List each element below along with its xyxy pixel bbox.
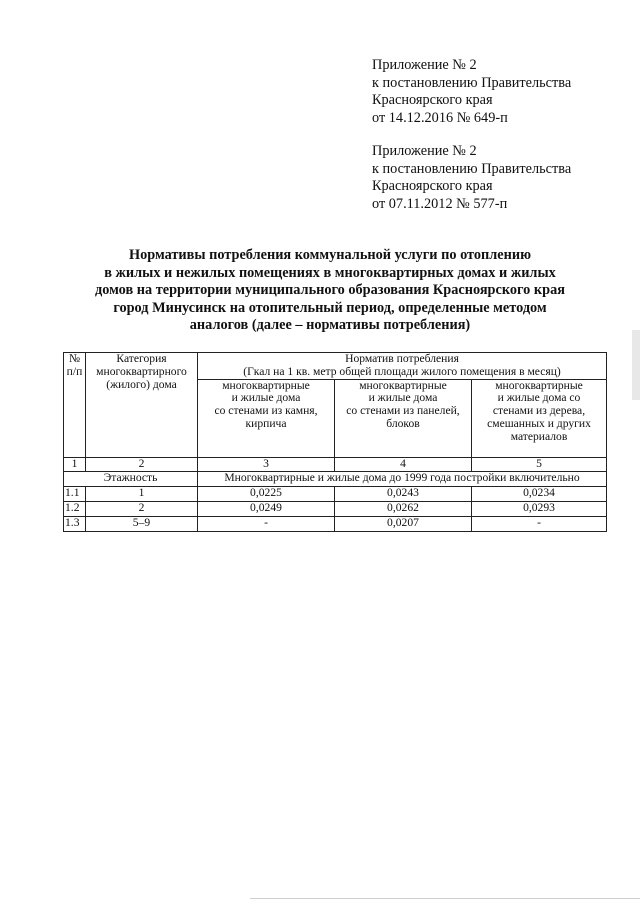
- header-norm-title: Норматив потребления: [345, 352, 459, 365]
- section-row: [64, 471, 607, 486]
- header-num-sub: п/п: [66, 364, 83, 378]
- header-wood-line: материалов: [510, 429, 568, 443]
- table-row: [64, 486, 607, 501]
- header-stone-line: со стенами из камня,: [214, 404, 318, 418]
- row-stone-value: 0,0225: [198, 486, 335, 501]
- appendix-number: Приложение № 2: [372, 57, 477, 73]
- header-category-line: (жилого) дома: [106, 377, 177, 391]
- row-stone-value: 0,0249: [198, 501, 335, 516]
- table-row: [64, 516, 607, 531]
- header-category-cell: [86, 353, 198, 458]
- row-wood-value: 0,0234: [472, 486, 607, 501]
- table-row: [64, 501, 607, 516]
- title-line: город Минусинск на отопительный период, определенные методом: [113, 299, 547, 316]
- header-panel-line: и жилые дома: [368, 391, 438, 405]
- scan-bottom-line: [250, 898, 640, 899]
- row-wood-value: 0,0293: [472, 501, 607, 516]
- header-category-line: многоквартирного: [96, 364, 187, 378]
- appendix-date: от 07.11.2012 № 577-п: [372, 195, 508, 212]
- header-num-cell: [64, 353, 86, 458]
- appendix-region: Красноярского края: [372, 178, 493, 195]
- header-panel-line: блоков: [386, 416, 420, 430]
- appendix-header-2012: [372, 143, 622, 213]
- title-line: Нормативы потребления коммунальной услуги по отоплению: [128, 247, 532, 263]
- header-panel-line: многоквартирные: [359, 379, 447, 392]
- scan-edge-shadow: [632, 330, 640, 400]
- row-wood-value: -: [472, 516, 607, 531]
- header-wood-line: смешанных и других: [487, 416, 591, 430]
- column-number: 4: [335, 457, 472, 471]
- row-floors: 5–9: [86, 516, 198, 531]
- row-panel-value: 0,0262: [335, 501, 472, 516]
- header-num-label: №: [68, 352, 81, 365]
- appendix-number: Приложение № 2: [372, 143, 477, 159]
- header-stone-line: кирпича: [245, 416, 287, 430]
- appendix-resolution: к постановлению Правительства: [372, 160, 572, 177]
- appendix-header-2016: [372, 57, 622, 127]
- appendix-date: от 14.12.2016 № 649-п: [372, 109, 508, 126]
- header-wood-line: многоквартирные: [495, 379, 583, 392]
- header-norm-cell: [198, 353, 607, 380]
- header-wood-cell: [472, 379, 607, 457]
- title-line: аналогов (далее – нормативы потребления): [189, 317, 471, 334]
- header-wood-line: и жилые дома со: [497, 391, 581, 405]
- appendix-resolution: к постановлению Правительства: [372, 74, 572, 91]
- header-stone-line: многоквартирные: [222, 379, 310, 392]
- column-number: 5: [472, 457, 607, 471]
- row-number: 1.3: [64, 516, 86, 531]
- header-category-line: Категория: [116, 352, 167, 365]
- header-panel-line: со стенами из панелей,: [346, 404, 460, 418]
- section-description: Многоквартирные и жилые дома до 1999 года постройки включительно: [198, 471, 607, 486]
- header-row: [64, 353, 607, 380]
- section-label: Этажность: [64, 471, 198, 486]
- row-panel-value: 0,0243: [335, 486, 472, 501]
- column-number: 3: [198, 457, 335, 471]
- row-panel-value: 0,0207: [335, 516, 472, 531]
- row-number: 1.1: [64, 486, 86, 501]
- row-floors: 2: [86, 501, 198, 516]
- header-panel-cell: [335, 379, 472, 457]
- document-title: [60, 247, 600, 335]
- column-number: 2: [86, 457, 198, 471]
- row-stone-value: -: [198, 516, 335, 531]
- header-stone-cell: [198, 379, 335, 457]
- header-wood-line: стенами из дерева,: [492, 404, 586, 418]
- header-stone-line: и жилые дома: [231, 391, 301, 405]
- consumption-norms-table: [63, 352, 607, 532]
- title-line: в жилых и нежилых помещениях в многоквартирных домах и жилых: [104, 264, 556, 281]
- column-number: 1: [64, 457, 86, 471]
- column-number-row: [64, 457, 607, 471]
- header-norm-unit: (Гкал на 1 кв. метр общей площади жилого помещения в месяц): [243, 364, 561, 378]
- row-floors: 1: [86, 486, 198, 501]
- appendix-region: Красноярского края: [372, 92, 493, 109]
- row-number: 1.2: [64, 501, 86, 516]
- title-line: домов на территории муниципального образования Красноярского края: [95, 282, 565, 299]
